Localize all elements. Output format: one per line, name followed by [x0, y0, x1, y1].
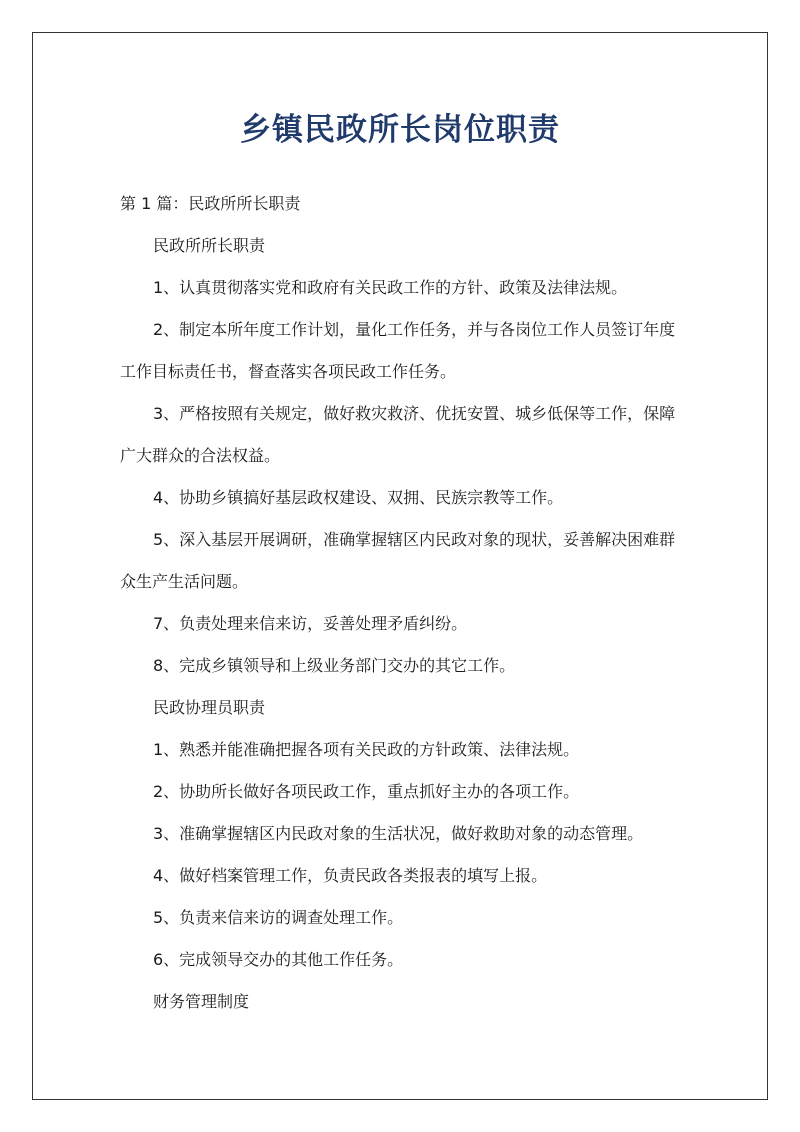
- text-line: 8、完成乡镇领导和上级业务部门交办的其它工作。: [153, 656, 516, 675]
- text-line: 众生产生活问题。: [120, 572, 249, 591]
- text-line: 民政所所长职责: [153, 236, 266, 255]
- document-body: [120, 183, 700, 1023]
- text-line: 5、深入基层开展调研，准确掌握辖区内民政对象的现状，妥善解决困难群: [153, 530, 676, 549]
- text-line: 2、协助所长做好各项民政工作，重点抓好主办的各项工作。: [153, 782, 580, 801]
- text-line: 5、负责来信来访的调查处理工作。: [153, 908, 404, 927]
- text-line: 广大群众的合法权益。: [120, 446, 281, 465]
- text-line: 4、做好档案管理工作，负责民政各类报表的填写上报。: [153, 866, 548, 885]
- text-line: 3、准确掌握辖区内民政对象的生活状况，做好救助对象的动态管理。: [153, 824, 644, 843]
- text-line: 民政协理员职责: [153, 698, 266, 717]
- text-line: 1、认真贯彻落实党和政府有关民政工作的方针、政策及法律法规。: [153, 278, 628, 297]
- text-line: 第 1 篇：民政所所长职责: [120, 194, 301, 213]
- text-line: 4、协助乡镇搞好基层政权建设、双拥、民族宗教等工作。: [153, 488, 564, 507]
- text-line: 财务管理制度: [153, 992, 250, 1011]
- text-line: 1、熟悉并能准确把握各项有关民政的方针政策、法律法规。: [153, 740, 580, 759]
- text-line: 工作目标责任书，督查落实各项民政工作任务。: [120, 362, 457, 381]
- document-title: 乡镇民政所长岗位职责: [240, 112, 560, 148]
- text-line: 6、完成领导交办的其他工作任务。: [153, 950, 404, 969]
- text-line: 3、严格按照有关规定，做好救灾救济、优抚安置、城乡低保等工作，保障: [153, 404, 676, 423]
- text-line: 2、制定本所年度工作计划，量化工作任务，并与各岗位工作人员签订年度: [153, 320, 676, 339]
- text-line: 7、负责处理来信来访，妥善处理矛盾纠纷。: [153, 614, 468, 633]
